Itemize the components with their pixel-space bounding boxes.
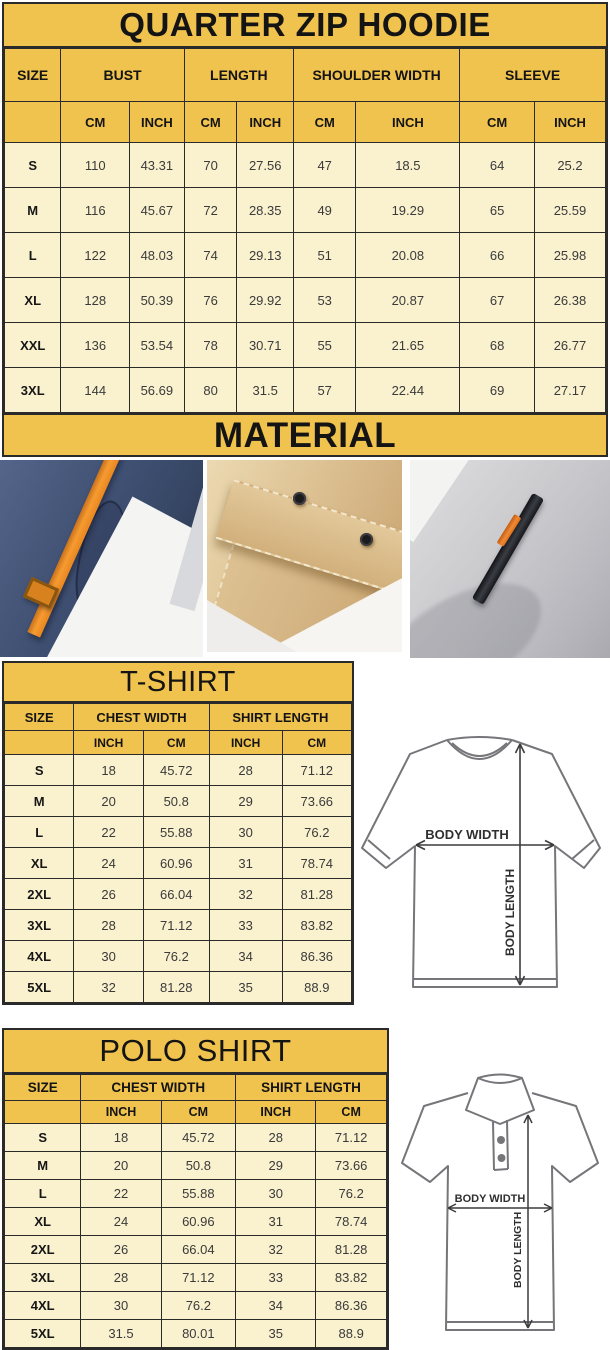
polo-row-5XL: [5, 1320, 387, 1348]
tshirt-value-cell: 71.12: [282, 755, 351, 786]
hoodie-group-header: SLEEVE: [460, 49, 606, 102]
polo-value-cell: 76.2: [316, 1180, 387, 1208]
hoodie-unit-header: INCH: [534, 102, 605, 143]
hoodie-value-cell: 68: [460, 323, 535, 368]
polo-measurement-diagram: [390, 1058, 610, 1348]
tshirt-value-cell: 18: [74, 755, 143, 786]
hoodie-title: QUARTER ZIP HOODIE: [4, 4, 606, 48]
hoodie-value-cell: 53.54: [130, 323, 185, 368]
hoodie-unit-header: INCH: [130, 102, 185, 143]
tshirt-unit-header: CM: [143, 731, 209, 755]
hoodie-size-cell: S: [5, 143, 61, 188]
tshirt-size-table: [4, 703, 352, 1003]
hoodie-value-cell: 19.29: [356, 188, 460, 233]
polo-value-cell: 71.12: [316, 1124, 387, 1152]
hoodie-value-cell: 57: [293, 368, 356, 413]
hoodie-size-cell: L: [5, 233, 61, 278]
hoodie-value-cell: 136: [61, 323, 130, 368]
hoodie-value-cell: 69: [460, 368, 535, 413]
hoodie-value-cell: 55: [293, 323, 356, 368]
hoodie-value-cell: 27.17: [534, 368, 605, 413]
hoodie-unit-header: CM: [293, 102, 356, 143]
tshirt-value-cell: 81.28: [143, 972, 209, 1003]
polo-unit-row: [5, 1101, 387, 1124]
hoodie-value-cell: 51: [293, 233, 356, 278]
hoodie-value-cell: 29.13: [237, 233, 293, 278]
hoodie-value-cell: 25.98: [534, 233, 605, 278]
polo-unit-header: CM: [161, 1101, 235, 1124]
polo-value-cell: 31: [236, 1208, 316, 1236]
hoodie-size-cell: XL: [5, 278, 61, 323]
tshirt-unit-header: CM: [282, 731, 351, 755]
polo-unit-header: INCH: [236, 1101, 316, 1124]
tshirt-value-cell: 30: [209, 817, 282, 848]
tshirt-size-chart: [2, 661, 354, 1005]
polo-header-row: [5, 1075, 387, 1101]
hoodie-value-cell: 20.87: [356, 278, 460, 323]
polo-size-cell: 4XL: [5, 1292, 81, 1320]
tshirt-value-cell: 30: [74, 941, 143, 972]
polo-value-cell: 55.88: [161, 1180, 235, 1208]
hoodie-row-3XL: [5, 368, 606, 413]
hoodie-value-cell: 18.5: [356, 143, 460, 188]
hoodie-value-cell: 80: [184, 368, 237, 413]
body-length-label: BODY LENGTH: [512, 1211, 524, 1288]
tshirt-row-M: [5, 786, 352, 817]
polo-row-XL: [5, 1208, 387, 1236]
polo-value-cell: 29: [236, 1152, 316, 1180]
gray-photo-background-corner: [410, 460, 475, 542]
polo-size-cell: 5XL: [5, 1320, 81, 1348]
polo-group-header: CHEST WIDTH: [81, 1075, 236, 1101]
polo-value-cell: 32: [236, 1236, 316, 1264]
hoodie-value-cell: 27.56: [237, 143, 293, 188]
tshirt-row-3XL: [5, 910, 352, 941]
polo-value-cell: 30: [81, 1292, 161, 1320]
material-photo-gray-zipper: [410, 460, 610, 658]
snap-button-icon: [293, 492, 306, 505]
hoodie-value-cell: 21.65: [356, 323, 460, 368]
hoodie-value-cell: 47: [293, 143, 356, 188]
polo-value-cell: 26: [81, 1236, 161, 1264]
hoodie-value-cell: 76: [184, 278, 237, 323]
tshirt-measurement-diagram: [352, 688, 610, 1018]
body-length-label: BODY LENGTH: [503, 868, 517, 956]
tshirt-title: T-SHIRT: [4, 663, 352, 703]
tshirt-value-cell: 20: [74, 786, 143, 817]
tshirt-value-cell: 31: [209, 848, 282, 879]
tshirt-row-XL: [5, 848, 352, 879]
hoodie-value-cell: 30.71: [237, 323, 293, 368]
polo-value-cell: 88.9: [316, 1320, 387, 1348]
hoodie-value-cell: 20.08: [356, 233, 460, 278]
polo-value-cell: 78.74: [316, 1208, 387, 1236]
tshirt-value-cell: 29: [209, 786, 282, 817]
body-width-label: BODY WIDTH: [454, 1193, 526, 1205]
snap-button-icon: [360, 533, 373, 546]
polo-value-cell: 76.2: [161, 1292, 235, 1320]
hoodie-size-header-spacer: [5, 102, 61, 143]
polo-value-cell: 35: [236, 1320, 316, 1348]
polo-value-cell: 18: [81, 1124, 161, 1152]
hoodie-value-cell: 26.77: [534, 323, 605, 368]
hoodie-size-chart: [2, 2, 608, 415]
polo-value-cell: 22: [81, 1180, 161, 1208]
polo-value-cell: 50.8: [161, 1152, 235, 1180]
tshirt-size-cell: 5XL: [5, 972, 74, 1003]
polo-value-cell: 71.12: [161, 1264, 235, 1292]
polo-value-cell: 34: [236, 1292, 316, 1320]
hoodie-unit-header: CM: [460, 102, 535, 143]
tshirt-size-cell: M: [5, 786, 74, 817]
tshirt-row-4XL: [5, 941, 352, 972]
hoodie-value-cell: 66: [460, 233, 535, 278]
hoodie-value-cell: 144: [61, 368, 130, 413]
hoodie-unit-row: [5, 102, 606, 143]
hoodie-value-cell: 122: [61, 233, 130, 278]
tshirt-size-cell: XL: [5, 848, 74, 879]
polo-size-cell: 3XL: [5, 1264, 81, 1292]
polo-body-outline: [402, 1093, 598, 1330]
polo-value-cell: 30: [236, 1180, 316, 1208]
polo-size-header-spacer: [5, 1101, 81, 1124]
polo-row-M: [5, 1152, 387, 1180]
tshirt-value-cell: 26: [74, 879, 143, 910]
hoodie-value-cell: 43.31: [130, 143, 185, 188]
hoodie-value-cell: 50.39: [130, 278, 185, 323]
hoodie-value-cell: 65: [460, 188, 535, 233]
hoodie-unit-header: INCH: [356, 102, 460, 143]
polo-group-header: SHIRT LENGTH: [236, 1075, 387, 1101]
hoodie-header-row: [5, 49, 606, 102]
hoodie-value-cell: 56.69: [130, 368, 185, 413]
tshirt-group-header: SHIRT LENGTH: [209, 704, 351, 731]
hoodie-value-cell: 116: [61, 188, 130, 233]
hoodie-value-cell: 25.2: [534, 143, 605, 188]
tshirt-value-cell: 83.82: [282, 910, 351, 941]
hoodie-row-XL: [5, 278, 606, 323]
tshirt-value-cell: 32: [209, 879, 282, 910]
tshirt-value-cell: 34: [209, 941, 282, 972]
polo-value-cell: 83.82: [316, 1264, 387, 1292]
hoodie-value-cell: 29.92: [237, 278, 293, 323]
polo-size-cell: 2XL: [5, 1236, 81, 1264]
polo-value-cell: 28: [236, 1124, 316, 1152]
tshirt-value-cell: 66.04: [143, 879, 209, 910]
material-photo-khaki-pocket: [207, 460, 402, 652]
tshirt-size-header-spacer: [5, 731, 74, 755]
tshirt-value-cell: 55.88: [143, 817, 209, 848]
hoodie-value-cell: 110: [61, 143, 130, 188]
polo-value-cell: 31.5: [81, 1320, 161, 1348]
polo-size-chart: [2, 1028, 389, 1350]
hoodie-group-header: SHOULDER WIDTH: [293, 49, 459, 102]
hoodie-size-cell: XXL: [5, 323, 61, 368]
tshirt-size-cell: S: [5, 755, 74, 786]
hoodie-value-cell: 26.38: [534, 278, 605, 323]
polo-value-cell: 66.04: [161, 1236, 235, 1264]
tshirt-collar: [447, 737, 512, 740]
hoodie-value-cell: 78: [184, 323, 237, 368]
tshirt-row-5XL: [5, 972, 352, 1003]
tshirt-value-cell: 24: [74, 848, 143, 879]
polo-value-cell: 60.96: [161, 1208, 235, 1236]
polo-button: [497, 1136, 505, 1144]
tshirt-unit-row: [5, 731, 352, 755]
tshirt-size-header: SIZE: [5, 704, 74, 731]
polo-size-cell: L: [5, 1180, 81, 1208]
polo-value-cell: 24: [81, 1208, 161, 1236]
tshirt-value-cell: 28: [209, 755, 282, 786]
tshirt-size-cell: 4XL: [5, 941, 74, 972]
tshirt-row-2XL: [5, 879, 352, 910]
tshirt-group-header: CHEST WIDTH: [74, 704, 209, 731]
hoodie-value-cell: 45.67: [130, 188, 185, 233]
tshirt-value-cell: 76.2: [282, 817, 351, 848]
tshirt-value-cell: 86.36: [282, 941, 351, 972]
polo-button: [498, 1154, 506, 1162]
tshirt-value-cell: 35: [209, 972, 282, 1003]
polo-size-cell: S: [5, 1124, 81, 1152]
polo-value-cell: 73.66: [316, 1152, 387, 1180]
tshirt-outline: [362, 740, 600, 987]
hoodie-value-cell: 67: [460, 278, 535, 323]
hoodie-row-S: [5, 143, 606, 188]
tshirt-size-cell: 3XL: [5, 910, 74, 941]
tshirt-size-cell: L: [5, 817, 74, 848]
hoodie-row-L: [5, 233, 606, 278]
hoodie-value-cell: 25.59: [534, 188, 605, 233]
tshirt-value-cell: 60.96: [143, 848, 209, 879]
tshirt-value-cell: 73.66: [282, 786, 351, 817]
tshirt-value-cell: 76.2: [143, 941, 209, 972]
tshirt-size-cell: 2XL: [5, 879, 74, 910]
polo-row-L: [5, 1180, 387, 1208]
polo-value-cell: 20: [81, 1152, 161, 1180]
body-width-label: BODY WIDTH: [425, 827, 509, 842]
hoodie-value-cell: 49: [293, 188, 356, 233]
polo-size-cell: XL: [5, 1208, 81, 1236]
material-banner: MATERIAL: [2, 413, 608, 457]
tshirt-value-cell: 81.28: [282, 879, 351, 910]
hoodie-unit-header: CM: [184, 102, 237, 143]
polo-size-cell: M: [5, 1152, 81, 1180]
hoodie-size-cell: M: [5, 188, 61, 233]
polo-unit-header: INCH: [81, 1101, 161, 1124]
tshirt-value-cell: 50.8: [143, 786, 209, 817]
hoodie-group-header: LENGTH: [184, 49, 293, 102]
tshirt-unit-header: INCH: [74, 731, 143, 755]
tshirt-header-row: [5, 704, 352, 731]
polo-value-cell: 86.36: [316, 1292, 387, 1320]
polo-title: POLO SHIRT: [4, 1030, 387, 1074]
hoodie-value-cell: 128: [61, 278, 130, 323]
hoodie-row-XXL: [5, 323, 606, 368]
hoodie-value-cell: 70: [184, 143, 237, 188]
tshirt-value-cell: 32: [74, 972, 143, 1003]
hoodie-unit-header: INCH: [237, 102, 293, 143]
hoodie-value-cell: 48.03: [130, 233, 185, 278]
polo-value-cell: 45.72: [161, 1124, 235, 1152]
tshirt-value-cell: 78.74: [282, 848, 351, 879]
polo-value-cell: 80.01: [161, 1320, 235, 1348]
hoodie-value-cell: 31.5: [237, 368, 293, 413]
polo-value-cell: 81.28: [316, 1236, 387, 1264]
hoodie-size-table: [4, 48, 606, 413]
polo-row-3XL: [5, 1264, 387, 1292]
hoodie-value-cell: 28.35: [237, 188, 293, 233]
polo-size-table: [4, 1074, 387, 1348]
hoodie-value-cell: 64: [460, 143, 535, 188]
tshirt-unit-header: INCH: [209, 731, 282, 755]
polo-size-header: SIZE: [5, 1075, 81, 1101]
polo-value-cell: 28: [81, 1264, 161, 1292]
tshirt-row-L: [5, 817, 352, 848]
tshirt-value-cell: 28: [74, 910, 143, 941]
polo-row-2XL: [5, 1236, 387, 1264]
material-photo-navy-drawcord: [0, 460, 203, 657]
tshirt-value-cell: 45.72: [143, 755, 209, 786]
tshirt-value-cell: 88.9: [282, 972, 351, 1003]
hoodie-size-cell: 3XL: [5, 368, 61, 413]
hoodie-value-cell: 53: [293, 278, 356, 323]
hoodie-value-cell: 22.44: [356, 368, 460, 413]
hoodie-value-cell: 72: [184, 188, 237, 233]
polo-row-4XL: [5, 1292, 387, 1320]
hoodie-size-header: SIZE: [5, 49, 61, 102]
tshirt-value-cell: 71.12: [143, 910, 209, 941]
hoodie-value-cell: 74: [184, 233, 237, 278]
tshirt-value-cell: 33: [209, 910, 282, 941]
tshirt-row-S: [5, 755, 352, 786]
tshirt-value-cell: 22: [74, 817, 143, 848]
hoodie-unit-header: CM: [61, 102, 130, 143]
hoodie-group-header: BUST: [61, 49, 184, 102]
polo-row-S: [5, 1124, 387, 1152]
hoodie-row-M: [5, 188, 606, 233]
polo-value-cell: 33: [236, 1264, 316, 1292]
polo-unit-header: CM: [316, 1101, 387, 1124]
